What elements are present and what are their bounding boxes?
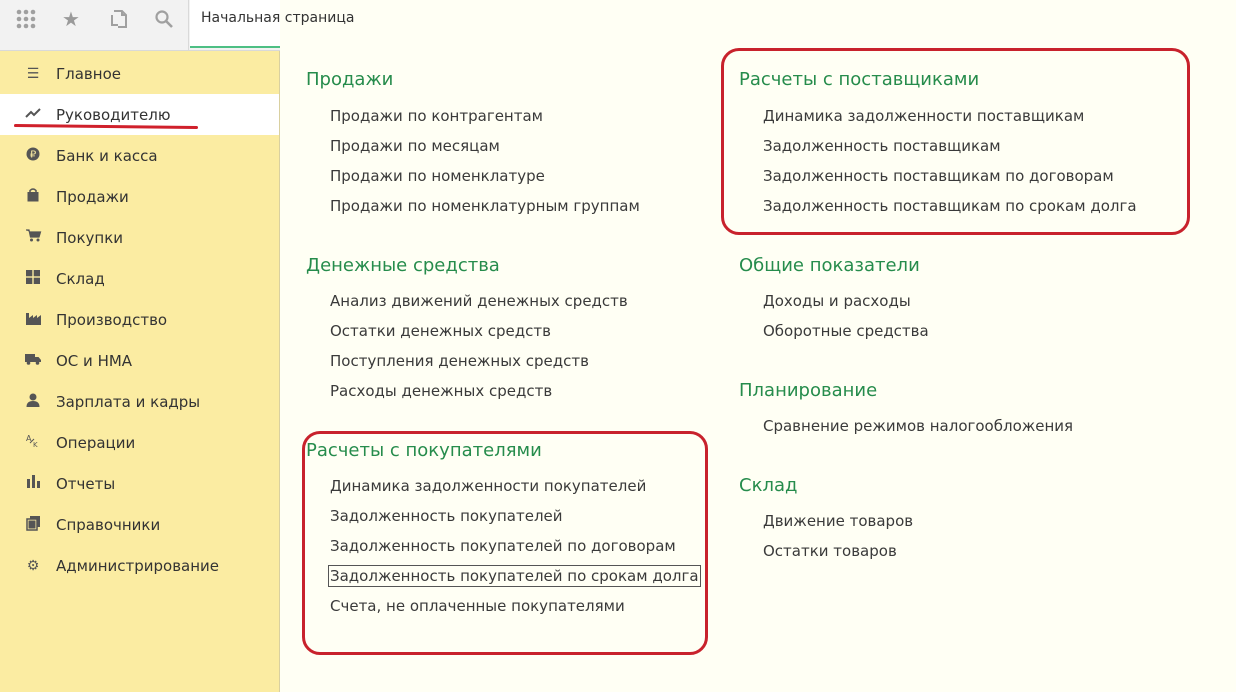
report-link[interactable]: Остатки товаров: [763, 542, 897, 560]
books-icon-svg: [27, 516, 40, 530]
books-icon: [22, 516, 44, 534]
truck-icon-svg: [25, 353, 41, 365]
sidebar-item-label: Операции: [56, 433, 136, 452]
sidebar-item-label: Производство: [56, 310, 168, 329]
report-link[interactable]: Сравнение режимов налогообложения: [763, 417, 1074, 435]
search-icon-svg: [154, 9, 174, 29]
sidebar-item-label: Зарплата и кадры: [56, 392, 201, 411]
trend-icon: [22, 107, 44, 123]
report-link[interactable]: Расходы денежных средств: [330, 382, 553, 400]
report-link[interactable]: Задолженность покупателей по договорам: [330, 537, 676, 555]
svg-text:₽: ₽: [29, 149, 37, 160]
bag-icon: [22, 188, 44, 206]
warehouse-icon: [22, 270, 44, 288]
ruble-icon: [22, 147, 44, 165]
sidebar-item-admin[interactable]: [0, 545, 279, 586]
report-link[interactable]: Оборотные средства: [763, 322, 929, 340]
sidebar-item-bank[interactable]: [0, 135, 279, 176]
cart-icon: [22, 229, 44, 246]
person-icon: [22, 393, 44, 411]
sidebar-item-operations[interactable]: [0, 422, 279, 463]
report-link[interactable]: Доходы и расходы: [763, 292, 911, 310]
section-title-customers: Расчеты с покупателями: [306, 440, 542, 461]
report-link[interactable]: Задолженность поставщикам по договорам: [763, 167, 1114, 185]
top-toolbar: [0, 0, 355, 51]
tab-home-page[interactable]: Начальная страница: [190, 0, 280, 48]
report-link[interactable]: Продажи по месяцам: [330, 137, 500, 155]
section-title-suppliers: Расчеты с поставщиками: [739, 69, 980, 90]
ruble-icon-svg: [26, 147, 40, 161]
sidebar-item-sales[interactable]: [0, 176, 279, 217]
sidebar-item-label: Руководителю: [56, 105, 171, 124]
gear-icon: ⚙: [26, 557, 40, 574]
report-link[interactable]: Продажи по номенклатуре: [330, 167, 545, 185]
svg-text:A: A: [25, 434, 31, 443]
sidebar-item-warehouse[interactable]: [0, 258, 279, 299]
sidebar-item-main[interactable]: [0, 53, 279, 94]
sidebar: [0, 51, 280, 692]
highlight-box-customers: [302, 431, 708, 655]
apps-grid-icon[interactable]: [13, 6, 39, 32]
bar-chart-icon: [22, 475, 44, 492]
section-title-sales: Продажи: [306, 69, 394, 90]
operations-icon: [22, 433, 44, 452]
report-link[interactable]: Счета, не оплаченные покупателями: [330, 597, 625, 615]
warehouse-icon-svg: [26, 270, 40, 284]
report-link[interactable]: Задолженность покупателей: [330, 507, 563, 525]
report-link[interactable]: Продажи по номенклатурным группам: [330, 197, 640, 215]
trend-icon-svg: [25, 107, 41, 119]
search-icon[interactable]: [151, 6, 177, 32]
toolbar-separator: [188, 0, 189, 50]
report-link[interactable]: Продажи по контрагентам: [330, 107, 543, 125]
apps-grid-icon-svg: [15, 8, 37, 30]
sidebar-item-label: Склад: [56, 269, 105, 288]
sidebar-item-reports[interactable]: [0, 463, 279, 504]
sidebar-item-purchases[interactable]: [0, 217, 279, 258]
sidebar-item-manager[interactable]: [0, 94, 279, 135]
sidebar-item-label: Покупки: [56, 228, 124, 247]
section-title-general: Общие показатели: [739, 255, 920, 276]
section-title-warehouse: Склад: [739, 475, 798, 496]
report-link[interactable]: Задолженность поставщикам: [763, 137, 1001, 155]
report-link-focused[interactable]: Задолженность покупателей по срокам долга: [330, 567, 699, 585]
sidebar-item-label: Главное: [56, 64, 121, 83]
sidebar-item-label: Продажи: [56, 187, 129, 206]
highlight-box-suppliers: [721, 48, 1190, 235]
report-link[interactable]: Задолженность поставщикам по срокам долга: [763, 197, 1137, 215]
report-link[interactable]: Поступления денежных средств: [330, 352, 589, 370]
sidebar-item-production[interactable]: [0, 299, 279, 340]
factory-icon: [22, 311, 44, 329]
menu-icon: ☰: [26, 65, 40, 82]
sidebar-item-label: Банк и касса: [56, 146, 158, 165]
report-link[interactable]: Динамика задолженности покупателей: [330, 477, 647, 495]
sidebar-item-directories[interactable]: [0, 504, 279, 545]
report-link[interactable]: Остатки денежных средств: [330, 322, 551, 340]
report-link[interactable]: Движение товаров: [763, 512, 914, 530]
sidebar-item-label: Администрирование: [56, 556, 220, 575]
report-link[interactable]: Динамика задолженности поставщикам: [763, 107, 1085, 125]
sidebar-item-label: ОС и НМА: [56, 351, 133, 370]
operations-icon-svg: [26, 433, 41, 448]
truck-icon: [22, 353, 44, 369]
section-title-cash: Денежные средства: [306, 255, 500, 276]
bag-icon-svg: [27, 188, 39, 202]
report-link[interactable]: Анализ движений денежных средств: [330, 292, 628, 310]
factory-icon-svg: [26, 311, 41, 325]
sidebar-item-label: Справочники: [56, 515, 161, 534]
cart-icon-svg: [26, 229, 41, 242]
sidebar-item-salary[interactable]: [0, 381, 279, 422]
person-icon-svg: [26, 393, 40, 407]
bar-chart-icon-svg: [27, 475, 40, 488]
section-title-planning: Планирование: [739, 380, 878, 401]
sidebar-item-label: Отчеты: [56, 474, 116, 493]
history-icon-svg: [109, 8, 129, 30]
svg-text:K: K: [32, 441, 38, 449]
star-icon[interactable]: ★: [62, 7, 80, 31]
history-icon[interactable]: [106, 6, 132, 32]
sidebar-item-assets[interactable]: [0, 340, 279, 381]
